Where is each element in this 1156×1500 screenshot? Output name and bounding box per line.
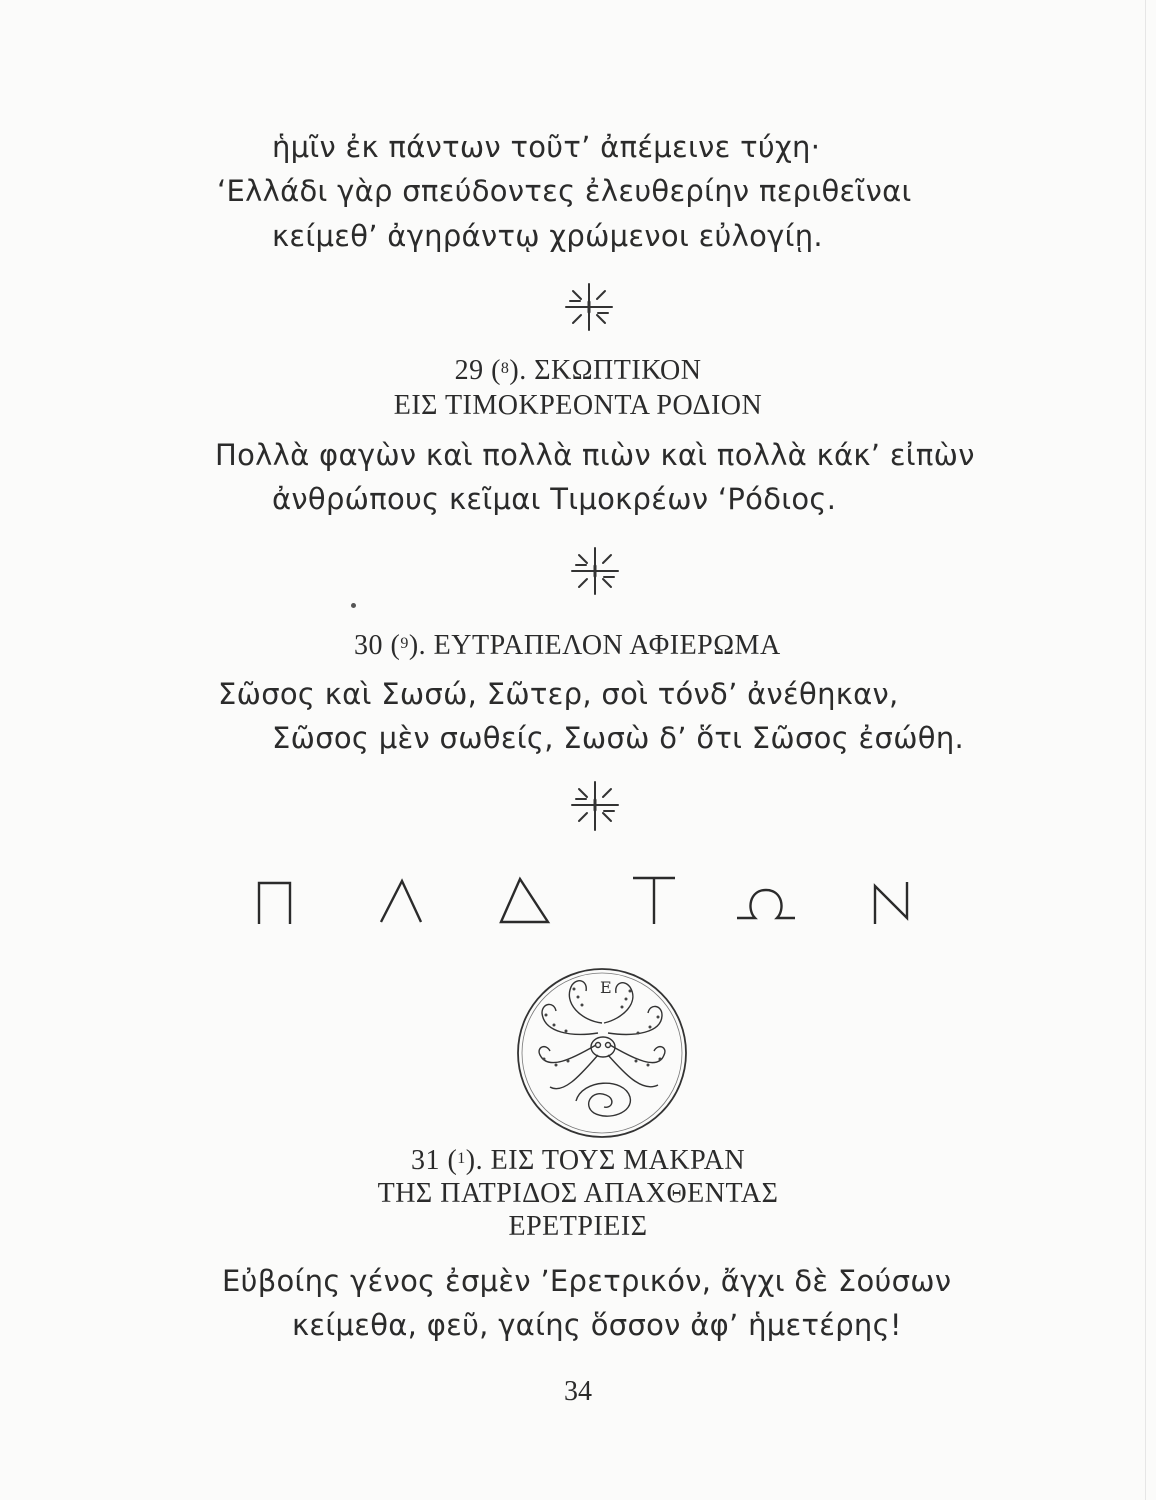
octopus-coin-illustration (512, 963, 692, 1143)
verse-line: ‘Ελλάδι γὰρ σπεύδοντες ἐλευθερίην περιθεῖναι (217, 174, 912, 208)
verse-line: Εὐβοίης γένος ἐσμὲν ’Ερετρικόν, ἄγχι δὲ Σούσων (222, 1264, 952, 1298)
epigram-title-line: ΤΗΣ ΠΑΤΡΙΔΟΣ ΑΠΑΧΘΕΝΤΑΣ (377, 1178, 779, 1209)
page-number: 34 (564, 1376, 592, 1407)
author-letter-pi (255, 880, 295, 924)
compass-ornament-icon (562, 280, 616, 334)
epigram-heading (354, 630, 781, 662)
author-letter-alpha (498, 876, 552, 924)
epigram-number: 29 ( (454, 355, 501, 386)
epigram-ref: 1 (457, 1150, 466, 1167)
epigram-number-close: ). (509, 355, 527, 386)
verse-line: ἀνθρώπους κεῖμαι Τιμοκρέων ‘Ρόδιος. (272, 482, 837, 516)
epigram-number: 31 ( (410, 1145, 458, 1176)
verse-line: κείμεθ’ ἀγηράντῳ χρώμενοι εὐλογίῃ. (272, 219, 823, 253)
verse-line: Σῶσος μὲν σωθείς, Σωσὼ δ’ ὅτι Σῶσος ἐσώθη. (272, 721, 965, 755)
epigram-title: ΕΥΤΡΑΠΕΛΟΝ ΑΦΙΕΡΩΜΑ (433, 630, 781, 661)
compass-ornament-icon (568, 776, 622, 834)
author-letter-omega (735, 886, 797, 922)
author-letter-tau (630, 874, 678, 924)
epigram-ref: 9 (400, 635, 409, 652)
epigram-number-close: ). (408, 630, 427, 661)
coin-letter: Ε (600, 978, 612, 997)
epigram-subtitle: ΕΙΣ ΤΙΜΟΚΡΕΟΝΤΑ ΡΟΔΙΟΝ (393, 390, 763, 421)
epigram-number: 30 ( (354, 630, 401, 661)
epigram-ref: 8 (500, 360, 510, 377)
compass-ornament-icon (568, 544, 622, 598)
verse-line: Σῶσος καὶ Σωσώ, Σῶτερ, σοὶ τόνδ’ ἀνέθηκαν, (218, 677, 899, 711)
author-letter-nu (870, 878, 912, 924)
epigram-title-line: ΕΡΕΤΡΙΕΙΣ (508, 1211, 648, 1242)
verse-line: ἡμῖν ἐκ πάντων τοῦτ’ ἀπέμεινε τύχη· (272, 130, 821, 164)
epigram-heading (0, 1145, 1156, 1177)
epigram-number-close: ). (465, 1145, 484, 1176)
page-edge (1145, 0, 1146, 1500)
author-letter-lambda (378, 878, 424, 924)
epigram-title: ΕΙΣ ΤΟΥΣ ΜΑΚΡΑΝ (490, 1145, 746, 1176)
ink-speck (351, 603, 356, 608)
epigram-heading (0, 355, 1156, 387)
verse-line: Πολλὰ φαγὼν καὶ πολλὰ πιὼν καὶ πολλὰ κάκ’ εἰπὼν (215, 438, 975, 472)
verse-line: κείμεθα, φεῦ, γαίης ὅσσον ἀφ’ ἡμετέρης! (292, 1308, 902, 1342)
epigram-title: ΣΚΩΠΤΙΚΟΝ (534, 355, 702, 386)
